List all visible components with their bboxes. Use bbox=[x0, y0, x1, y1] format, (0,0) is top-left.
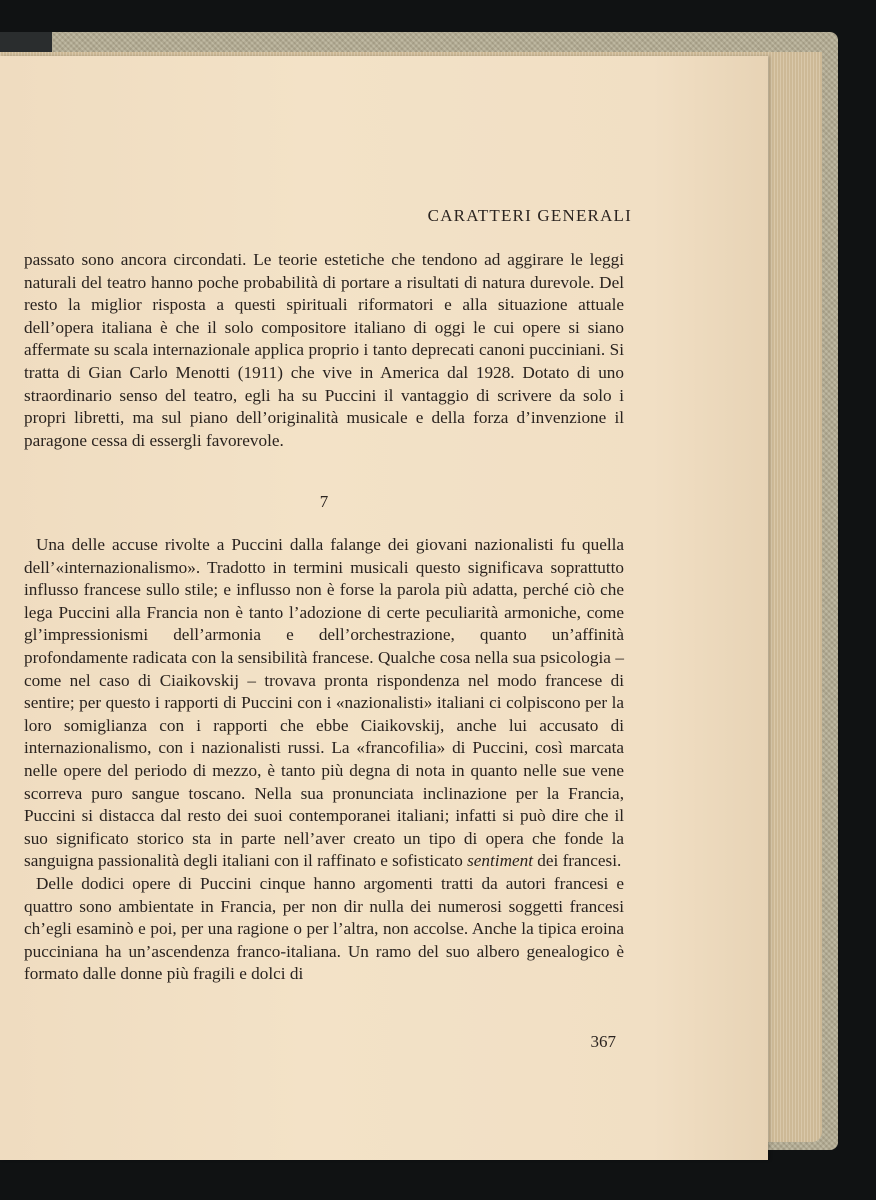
paragraph-1-italic-word: sentiment bbox=[467, 851, 533, 871]
running-head: CARATTERI GENERALI bbox=[427, 206, 632, 225]
cover-dark-strip bbox=[0, 32, 52, 52]
paragraph-continued: passato sono ancora circondati. Le teorie estetiche che tendono ad aggirare le leggi naturali del teatro hanno poche probabilità di portare a risultati di natura durevole. Del resto la miglior risposta a questi spirituali riformatori e alla situazione attuale dell’opera italiana è che il solo compositore italiano di oggi le cui opere si siano affermate su scala internazionale applica proprio i tanto deprecati canoni pucciniani. Si tratta di Gian Carlo Menotti (1911) che vive in America dal 1928. Dotato di uno straordinario senso del teatro, egli ha su Puccini il vantaggio di scrivere da solo i propri libretti, ma sul piano dell’originalità musicale e della forza d’invenzione il paragone cessa di essergli favorevole. bbox=[24, 250, 624, 450]
paragraph-1-ending: dei francesi. bbox=[532, 851, 622, 871]
page-number: 367 bbox=[590, 1032, 616, 1051]
section-number: 7 bbox=[319, 492, 329, 511]
paragraph-1 bbox=[24, 534, 624, 873]
text-block-top bbox=[24, 249, 624, 452]
text-block-main bbox=[24, 534, 624, 986]
paragraph-2: Delle dodici opere di Puccini cinque hanno argomenti tratti da autori francesi e quattro sono ambientate in Francia, per non dir nulla dei numerosi soggetti francesi ch’egli esaminò e poi, per una ragione o per l’altra, non accolse. Anche la tipica eroina pucciniana ha un’ascendenza franco-italiana. Un ramo del suo albero genealogico è formato dalle donne più fragili e dolci di bbox=[24, 873, 624, 984]
paragraph-1-text: Una delle accuse rivolte a Puccini dalla falange dei giovani nazionalisti fu quella dell’«internazionalismo». Tradotto in termini musicali questo significava soprattutto influsso francese sullo stile; e influsso non è forse la parola più adatta, perché ciò che lega Puccini alla Francia non è tanto l’adozione di certe peculiarità armoniche, come gl’impressionismi dell’armonia e dell’orchestrazione, quanto un’affinità profondamente radicata con la sensibilità francese. Qualche cosa nella sua psicologia – come nel caso di Ciaikovskij – trovava pronta rispondenza nel modo francese di sentire; per questo i rapporti di Puccini con i «nazionalisti» italiani ci colpiscono per la loro somiglianza con i rapporti che ebbe Ciaikovskij, anche lui accusato di internazionalismo, con i nazionalisti russi. La «francofilia» di Puccini, così marcata nelle opere del periodo di mezzo, è tanto più degna di nota in quanto nelle sue vene scorreva puro sangue toscano. Nella sua pronunciata inclinazione per la Francia, Puccini si distacca dal resto dei suoi contemporanei italiani; infatti si può dire che il suo significato storico sta in parte nell’aver creato un tipo di opera che fonde la sanguigna passionalità degli italiani con il raffinato e sofisticato bbox=[24, 535, 624, 871]
